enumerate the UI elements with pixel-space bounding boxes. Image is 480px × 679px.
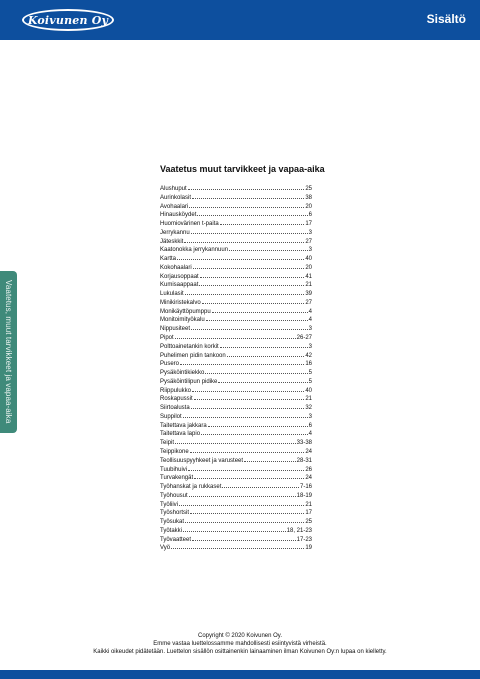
toc-entry-page: 33-38 — [296, 440, 312, 447]
toc-entry[interactable] — [160, 473, 312, 482]
toc-entry-page: 5 — [308, 370, 312, 377]
toc-entry-name: Monikäyttöpumppu — [160, 308, 211, 315]
toc-entry-name: Avohaalari — [160, 203, 189, 210]
toc-entry[interactable] — [160, 228, 312, 237]
toc-entry-page: 6 — [308, 212, 312, 219]
toc-entry-page: 5 — [308, 378, 312, 385]
toc-entry-page: 42 — [305, 352, 312, 359]
toc-leader-dots — [227, 351, 305, 357]
toc-entry-page: 3 — [308, 229, 312, 236]
toc-entry-name: Teippikone — [160, 448, 189, 455]
toc-entry-name: Työsukat — [160, 519, 185, 526]
toc-entry-page: 40 — [305, 387, 312, 394]
toc-entry-page: 21 — [305, 396, 312, 403]
toc-entry-page: 4 — [308, 317, 312, 324]
toc-entry-name: Minikiristekalvo — [160, 299, 201, 306]
toc-leader-dots — [193, 263, 305, 269]
toc-entry[interactable] — [160, 280, 312, 289]
toc-entry-page: 4 — [308, 431, 312, 438]
company-logo[interactable] — [22, 9, 114, 31]
toc-entry[interactable] — [160, 307, 312, 316]
toc-leader-dots — [179, 500, 304, 506]
toc-entry[interactable] — [160, 359, 312, 368]
toc-leader-dots — [185, 517, 304, 523]
toc-entry[interactable] — [160, 429, 312, 438]
footer — [0, 632, 480, 656]
toc-leader-dots — [180, 359, 304, 365]
toc-leader-dots — [191, 324, 308, 330]
toc-entry[interactable] — [160, 386, 312, 395]
toc-entry[interactable] — [160, 543, 312, 552]
toc-entry-name: Kokohaalari — [160, 264, 192, 271]
toc-leader-dots — [188, 184, 305, 190]
toc-leader-dots — [175, 438, 296, 444]
toc-entry-name: Aurinkolasit — [160, 194, 192, 201]
toc-entry-page: 21 — [305, 501, 312, 508]
toc-entry[interactable] — [160, 272, 312, 281]
toc-leader-dots — [189, 202, 304, 208]
toc-entry-page: 6 — [308, 422, 312, 429]
toc-entry-page: 41 — [305, 273, 312, 280]
toc-entry[interactable] — [160, 315, 312, 324]
toc-entry-name: Roskapussit — [160, 396, 193, 403]
toc-entry-name: Suppilot — [160, 413, 182, 420]
toc-leader-dots — [191, 228, 308, 234]
toc-entry-name: Työliivi — [160, 501, 179, 508]
toc-entry-page: 24 — [305, 475, 312, 482]
table-of-contents — [160, 184, 312, 552]
toc-entry[interactable] — [160, 333, 312, 342]
toc-entry[interactable] — [160, 210, 312, 219]
toc-entry-name: Jäteskkit — [160, 238, 184, 245]
toc-entry-page: 39 — [305, 291, 312, 298]
toc-entry-page: 17 — [305, 510, 312, 517]
toc-leader-dots — [244, 456, 296, 462]
toc-leader-dots — [220, 342, 308, 348]
toc-entry-name: Taitettava jakkara — [160, 422, 207, 429]
toc-leader-dots — [183, 412, 308, 418]
toc-entry-page: 26-27 — [296, 335, 312, 342]
toc-entry[interactable] — [160, 412, 312, 421]
toc-leader-dots — [199, 280, 304, 286]
toc-entry[interactable] — [160, 438, 312, 447]
toc-entry-name: Polttoainetankin korkit — [160, 343, 219, 350]
toc-entry-page: 18, 21-23 — [286, 527, 312, 534]
toc-entry[interactable] — [160, 202, 312, 211]
toc-entry-page: 17 — [305, 221, 312, 228]
toc-entry-page: 27 — [305, 238, 312, 245]
toc-entry[interactable] — [160, 508, 312, 517]
toc-entry[interactable] — [160, 342, 312, 351]
toc-entry-page: 20 — [305, 203, 312, 210]
toc-entry[interactable] — [160, 526, 312, 535]
toc-entry[interactable] — [160, 491, 312, 500]
toc-leader-dots — [175, 333, 296, 339]
toc-entry-page: 3 — [308, 343, 312, 350]
toc-leader-dots — [190, 447, 305, 453]
toc-entry-page: 28-31 — [296, 457, 312, 464]
toc-leader-dots — [218, 377, 307, 383]
toc-leader-dots — [222, 482, 299, 488]
toc-leader-dots — [208, 421, 308, 427]
toc-entry[interactable] — [160, 263, 312, 272]
toc-entry-page: 40 — [305, 256, 312, 263]
logo-text: Koivunen Oy — [27, 13, 109, 27]
toc-entry-page: 38 — [305, 194, 312, 201]
toc-entry-name: Huomiovärinen t-paita — [160, 221, 219, 228]
toc-entry-page: 19 — [305, 545, 312, 552]
toc-entry-name: Pipot — [160, 335, 174, 342]
toc-leader-dots — [229, 245, 308, 251]
toc-entry-name: Jerrykannu — [160, 229, 190, 236]
toc-entry-page: 25 — [305, 186, 312, 192]
toc-leader-dots — [212, 307, 308, 313]
toc-entry[interactable] — [160, 237, 312, 246]
toc-leader-dots — [184, 237, 304, 243]
toc-entry-page: 24 — [305, 448, 312, 455]
toc-entry-name: Monitoimityökalu — [160, 317, 205, 324]
toc-entry-name: Kumisaappaat — [160, 282, 199, 289]
toc-entry-name: Työtakki — [160, 527, 183, 534]
toc-leader-dots — [183, 526, 286, 532]
toc-leader-dots — [197, 210, 307, 216]
toc-entry-name: Nippusiteet — [160, 326, 191, 333]
toc-entry[interactable] — [160, 368, 312, 377]
toc-entry-page: 21 — [305, 282, 312, 289]
toc-leader-dots — [192, 386, 304, 392]
footer-rights: Kaikki oikeudet pidätetään. Luettelon sisällön osittainenkin lainaaminen ilman Koivunen Oy:n lupaa on kielletty. — [93, 649, 387, 655]
toc-entry-name: Vyö — [160, 545, 171, 552]
toc-entry-name: Puhelimen pidin tankoon — [160, 352, 226, 359]
footer-disclaimer: Emme vastaa luettelossamme mahdollisesti esiintyvistä virheistä. — [153, 641, 327, 647]
toc-entry[interactable] — [160, 394, 312, 403]
section-heading: Vaatetus muut tarvikkeet ja vapaa-aika — [160, 164, 325, 174]
toc-entry-name: Pusero — [160, 361, 180, 368]
toc-leader-dots — [189, 491, 296, 497]
toc-entry[interactable] — [160, 403, 312, 412]
toc-entry-name: Turvakengät — [160, 475, 194, 482]
toc-entry-name: Työhousut — [160, 492, 188, 499]
toc-entry-name: Teollisuuspyyhkeet ja varusteet — [160, 457, 244, 464]
toc-leader-dots — [194, 473, 304, 479]
toc-entry-page: 18-19 — [296, 492, 312, 499]
toc-entry[interactable] — [160, 219, 312, 228]
toc-entry[interactable] — [160, 535, 312, 544]
toc-entry-page: 3 — [308, 247, 312, 254]
toc-entry[interactable] — [160, 447, 312, 456]
toc-entry-name: Pysäköintilipun pidike — [160, 378, 218, 385]
toc-leader-dots — [220, 219, 305, 225]
toc-leader-dots — [201, 429, 308, 435]
toc-entry-name: Teipit — [160, 440, 175, 447]
toc-entry-name: Alushuput — [160, 186, 187, 192]
toc-entry-page: 32 — [305, 405, 312, 412]
toc-entry-name: Korjausoppaat — [160, 273, 199, 280]
toc-entry-name: Tuubihuivi — [160, 466, 188, 473]
toc-entry[interactable] — [160, 289, 312, 298]
toc-entry[interactable] — [160, 193, 312, 202]
toc-entry-page: 25 — [305, 519, 312, 526]
toc-leader-dots — [192, 535, 296, 541]
toc-entry-name: Työhanskat ja rukkaset — [160, 484, 222, 491]
toc-entry-page: 4 — [308, 308, 312, 315]
toc-entry[interactable] — [160, 517, 312, 526]
footer-copyright: Copyright © 2020 Koivunen Oy. — [197, 633, 283, 639]
toc-leader-dots — [177, 254, 304, 260]
toc-entry-name: Riippulukko — [160, 387, 192, 394]
toc-leader-dots — [202, 298, 305, 304]
toc-leader-dots — [188, 465, 304, 471]
toc-leader-dots — [185, 289, 305, 295]
toc-entry-page: 16 — [305, 361, 312, 368]
section-side-tab[interactable] — [0, 271, 17, 433]
toc-entry-page: 20 — [305, 264, 312, 271]
toc-entry[interactable] — [160, 465, 312, 474]
toc-entry-name: Pysäköintikiekko — [160, 370, 205, 377]
toc-entry-name: Työshortsit — [160, 510, 190, 517]
toc-entry[interactable] — [160, 421, 312, 430]
toc-leader-dots — [206, 315, 308, 321]
toc-entry-page: 7-16 — [299, 484, 312, 491]
toc-entry[interactable] — [160, 351, 312, 360]
toc-entry[interactable] — [160, 245, 312, 254]
toc-leader-dots — [192, 193, 304, 199]
page-header — [0, 0, 480, 40]
toc-leader-dots — [200, 272, 305, 278]
toc-entry-name: Lukulasit — [160, 291, 184, 298]
toc-entry[interactable] — [160, 324, 312, 333]
bottom-bar — [0, 670, 480, 679]
toc-entry-name: Siirtoalusta — [160, 405, 190, 412]
toc-entry[interactable] — [160, 377, 312, 386]
toc-leader-dots — [190, 508, 304, 514]
toc-entry-page: 26 — [305, 466, 312, 473]
toc-entry-name: Taitettava lapio — [160, 431, 201, 438]
toc-entry-page: 3 — [308, 326, 312, 333]
toc-entry[interactable] — [160, 184, 312, 193]
side-tab-label: Vaatetus, muut tarvikkeet ja vapaa-aika — [4, 280, 13, 424]
toc-leader-dots — [171, 543, 304, 549]
toc-entry-page: 3 — [308, 413, 312, 420]
toc-entry[interactable] — [160, 254, 312, 263]
toc-leader-dots — [205, 368, 307, 374]
toc-entry-name: Kaatonokka jerrykannuun — [160, 247, 229, 254]
toc-entry[interactable] — [160, 456, 312, 465]
toc-entry[interactable] — [160, 298, 312, 307]
toc-entry-name: Kartta — [160, 256, 177, 263]
toc-entry-page: 27 — [305, 299, 312, 306]
toc-entry-name: Työvaatteet — [160, 536, 192, 543]
toc-entry-page: 17-23 — [296, 536, 312, 543]
toc-entry[interactable] — [160, 482, 312, 491]
toc-leader-dots — [191, 403, 305, 409]
toc-entry[interactable] — [160, 500, 312, 509]
toc-leader-dots — [194, 394, 305, 400]
toc-entry-name: Hinausköydet — [160, 212, 197, 219]
page-title: Sisältö — [426, 12, 466, 26]
